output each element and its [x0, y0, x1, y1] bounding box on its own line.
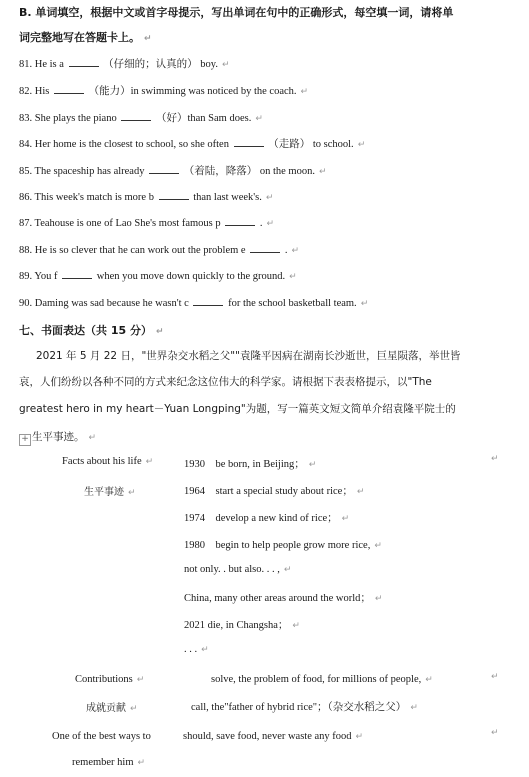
answer-blank[interactable] — [149, 164, 179, 174]
answer-blank[interactable] — [193, 296, 223, 306]
return-mark-icon: ↵ — [425, 675, 433, 685]
question-stem: 85. The spaceship has already — [19, 166, 145, 177]
section-b-header-line2: 词完整地写在答题卡上。 ↵ — [19, 31, 152, 44]
fact-text: 1964 start a special study about rice； — [184, 486, 353, 497]
question-84 — [19, 136, 365, 151]
question-hint: . — [284, 245, 288, 256]
fact-item — [184, 456, 316, 471]
question-83 — [19, 110, 263, 125]
question-stem: 89. You f — [19, 271, 58, 282]
cell-end-icon: ↵ — [145, 457, 154, 467]
remember-label-line1: One of the best ways to — [52, 731, 151, 742]
fact-text: 1980 begin to help people grow more rice, — [184, 540, 371, 551]
fact-text: 1974 develop a new kind of rice； — [184, 513, 338, 524]
fact-item — [184, 590, 382, 605]
section-7-header: 七、书面表达（共 15 分） ↵ — [19, 324, 164, 337]
question-stem: 81. He is a — [19, 59, 64, 70]
cell-end-icon: ↵ — [130, 704, 138, 714]
return-mark-icon: ↵ — [291, 246, 299, 256]
return-mark-icon: ↵ — [356, 487, 365, 497]
fact-item — [184, 510, 349, 525]
question-stem: 87. Teahouse is one of Lao She's most famous p — [19, 218, 221, 229]
essay-prompt-line2: 哀，人们纷纷以各种不同的方式来纪念这位伟大的科学家。请根据下表表格提示，以"The — [19, 376, 432, 388]
contributions-line1: solve, the problem of food, for millions of people, ↵ — [211, 674, 433, 685]
question-89 — [19, 269, 297, 282]
remember-text: should, save food, never waste any food ↵ — [183, 731, 364, 742]
question-90 — [19, 296, 368, 309]
cell-end-icon: ↵ — [136, 675, 145, 685]
question-hint: for the school basketball team. — [228, 298, 357, 309]
question-82 — [19, 83, 308, 98]
fact-text: China, many other areas around the world； — [184, 593, 371, 604]
question-hint: （走路） to school. — [268, 139, 354, 150]
row-end-icon: ↵ — [491, 672, 499, 682]
fact-item — [184, 617, 300, 632]
return-mark-icon: ↵ — [308, 460, 317, 470]
question-stem: 88. He is so clever that he can work out the problem e — [19, 245, 246, 256]
row-end-icon: ↵ — [491, 728, 499, 738]
question-hint: . — [259, 218, 263, 229]
contributions-line2: call, the"father of hybrid rice"；（杂交水稻之父） ↵ — [191, 702, 418, 713]
return-mark-icon: ↵ — [88, 433, 97, 443]
question-hint: （好）than Sam does. — [155, 113, 252, 124]
answer-blank[interactable] — [234, 137, 264, 147]
question-stem: 90. Daming was sad because he wasn't c — [19, 298, 189, 309]
expand-icon[interactable]: + — [19, 434, 31, 446]
fact-item — [184, 644, 209, 655]
contributions-label-cn: 成就贡献 ↵ — [86, 703, 138, 714]
answer-blank[interactable] — [225, 216, 255, 226]
question-stem: 84. Her home is the closest to school, so she often — [19, 139, 229, 150]
facts-label-en: Facts about his life ↵ — [62, 456, 154, 467]
contributions-label-en: Contributions ↵ — [75, 674, 145, 685]
question-hint: （能力）in swimming was noticed by the coach. — [88, 86, 297, 97]
return-mark-icon: ↵ — [222, 60, 230, 70]
row-end-icon: ↵ — [491, 454, 499, 464]
question-stem: 83. She plays the piano — [19, 113, 117, 124]
section-b-header-line1: B. 单词填空，根据中文或首字母提示，写出单词在句中的正确形式，每空填一词，请将单 — [19, 6, 454, 19]
cell-end-icon: ↵ — [128, 488, 136, 498]
question-85 — [19, 163, 327, 178]
facts-label-cn: 生平事迹 ↵ — [84, 487, 136, 498]
return-mark-icon: ↵ — [289, 272, 297, 282]
return-mark-icon: ↵ — [255, 114, 263, 124]
return-mark-icon: ↵ — [357, 140, 366, 150]
return-mark-icon: ↵ — [374, 541, 382, 551]
essay-prompt-line1: 2021 年 5 月 22 日，"世界杂交水稻之父""袁隆平因病在湖南长沙逝世，巨星陨落，举世皆 — [36, 350, 461, 362]
question-hint: （着陆，降落） on the moon. — [183, 166, 315, 177]
return-mark-icon: ↵ — [374, 594, 383, 604]
cell-end-icon: ↵ — [137, 758, 146, 768]
return-mark-icon: ↵ — [265, 193, 274, 203]
essay-prompt-line3: greatest hero in my heart－Yuan Longping"为题，写一篇英文短文简单介绍袁隆平院士的 — [19, 403, 456, 415]
fact-text: 1930 be born, in Beijing； — [184, 459, 305, 470]
answer-blank[interactable] — [159, 190, 189, 200]
question-87 — [19, 216, 274, 229]
fact-text: 2021 die, in Changsha； — [184, 620, 289, 631]
return-mark-icon: ↵ — [155, 327, 164, 337]
cell-end-icon: ↵ — [410, 703, 418, 713]
answer-blank[interactable] — [121, 111, 151, 121]
return-mark-icon: ↵ — [360, 299, 369, 309]
question-hint: （仔细的；认真的） boy. — [103, 59, 218, 70]
return-mark-icon: ↵ — [144, 34, 152, 44]
fact-text: . . . — [184, 644, 198, 655]
return-mark-icon: ↵ — [341, 514, 350, 524]
question-stem: 82. His — [19, 86, 50, 97]
return-mark-icon: ↵ — [266, 219, 275, 229]
fact-item — [184, 564, 291, 575]
question-hint: when you move down quickly to the ground. — [96, 271, 286, 282]
fact-item — [184, 537, 382, 552]
essay-prompt-line4: 生平事迹。 ↵ — [32, 431, 97, 443]
question-hint: than last week's. — [193, 192, 262, 203]
question-86 — [19, 190, 273, 203]
question-stem: 86. This week's match is more b — [19, 192, 154, 203]
answer-blank[interactable] — [69, 57, 99, 67]
return-mark-icon: ↵ — [283, 565, 292, 575]
fact-item — [184, 483, 364, 498]
fact-text: not only. . but also. . . , — [184, 564, 280, 575]
question-88 — [19, 243, 299, 256]
remember-label-line2: remember him ↵ — [72, 757, 146, 768]
answer-blank[interactable] — [250, 243, 280, 253]
return-mark-icon: ↵ — [292, 621, 300, 631]
return-mark-icon: ↵ — [201, 645, 209, 655]
question-81 — [19, 56, 230, 71]
answer-blank[interactable] — [54, 84, 84, 94]
answer-blank[interactable] — [62, 269, 92, 279]
return-mark-icon: ↵ — [318, 167, 327, 177]
return-mark-icon: ↵ — [300, 87, 309, 97]
cell-end-icon: ↵ — [355, 732, 364, 742]
